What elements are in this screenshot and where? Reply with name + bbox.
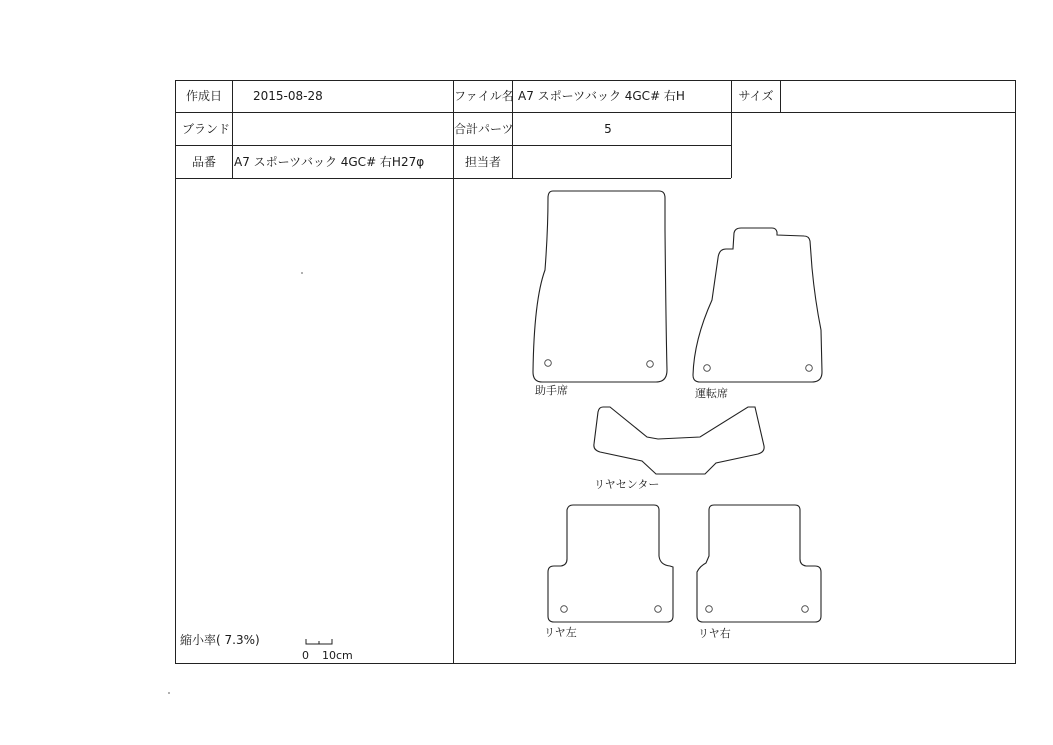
mat-passenger-hole-right: [647, 361, 654, 368]
mat-rear-left-outline: [548, 505, 673, 622]
mat-rear-right-outline: [697, 505, 821, 622]
part-label-rear-right: リヤ右: [698, 627, 731, 640]
scan-speck: [168, 692, 170, 694]
part-label-driver: 運転席: [695, 387, 728, 400]
mat-driver-outline: [693, 228, 822, 382]
mat-rear-right-hole-right: [802, 606, 809, 613]
brand-label: ブランド: [182, 122, 231, 136]
part-label-rear-left: リヤ左: [544, 626, 577, 639]
created-date-label: 作成日: [185, 89, 222, 103]
mat-rear-left-hole-left: [561, 606, 568, 613]
mat-rear-right-hole-left: [706, 606, 713, 613]
scale-ratio-label: 縮小率( 7.3%): [180, 633, 260, 647]
mat-rear-center-outline: [594, 407, 764, 474]
scale-ten-label: 10cm: [322, 649, 353, 662]
mat-driver-hole-right: [806, 365, 813, 372]
product-no-value: A7 スポーツバック 4GC# 右H27φ: [234, 155, 425, 169]
part-label-rear-center: リヤセンター: [594, 478, 660, 491]
person-label: 担当者: [464, 155, 501, 169]
mat-passenger-outline: [533, 191, 667, 382]
mat-driver-hole-left: [704, 365, 711, 372]
file-name-value: A7 スポーツバック 4GC# 右H: [518, 89, 685, 103]
mat-passenger-hole-left: [545, 360, 552, 367]
file-name-label: ファイル名: [454, 89, 514, 103]
product-no-label: 品番: [191, 155, 216, 169]
scale-zero-label: 0: [302, 649, 309, 662]
mat-rear-left-hole-right: [655, 606, 662, 613]
total-parts-label: 合計パーツ: [454, 122, 514, 136]
part-label-passenger: 助手席: [535, 384, 568, 397]
scan-speck: [301, 272, 303, 274]
total-parts-value: 5: [604, 122, 612, 136]
created-date-value: 2015-08-28: [253, 89, 323, 103]
size-label: サイズ: [738, 89, 774, 103]
